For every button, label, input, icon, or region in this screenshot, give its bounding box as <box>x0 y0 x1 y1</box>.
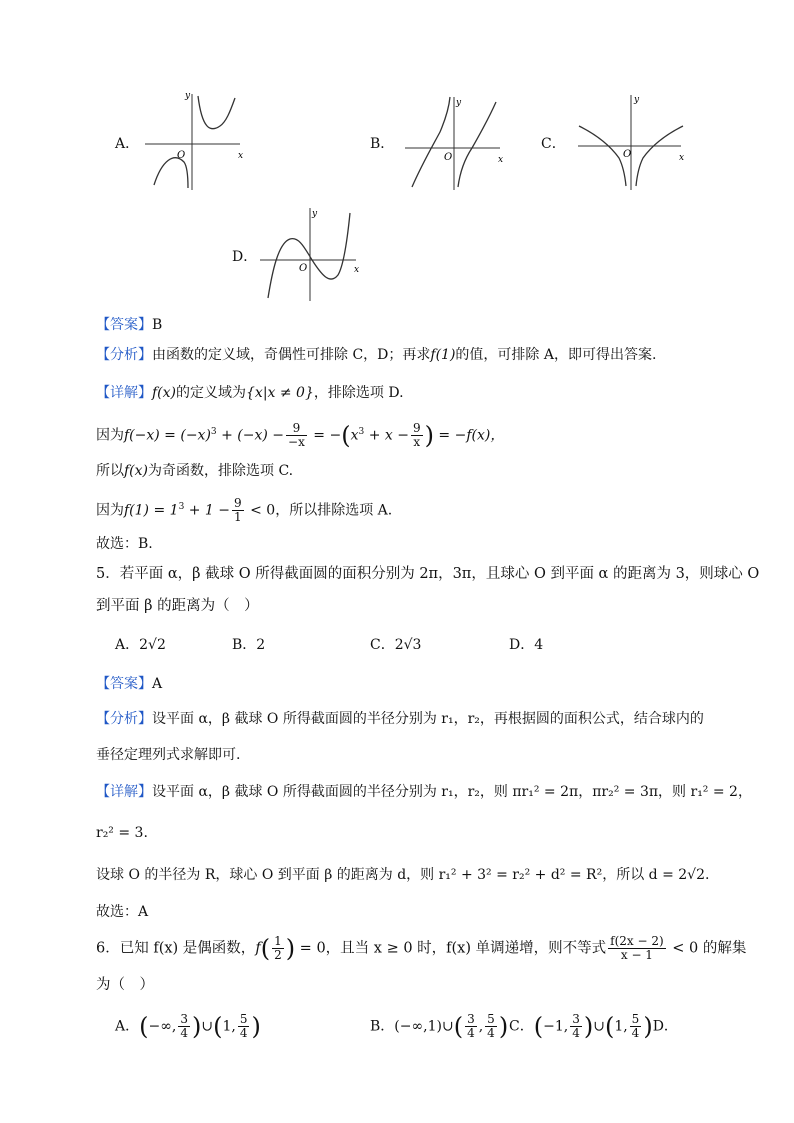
y-axis-label: y <box>312 209 318 219</box>
cubic-curve <box>268 213 350 298</box>
fraction-inequality <box>608 935 666 962</box>
denominator: 4 <box>180 1026 188 1040</box>
detail-tag: 【详解】 <box>96 385 152 401</box>
fraction-one-half <box>272 935 284 962</box>
answer-value: A <box>152 676 163 692</box>
detail-tag: 【详解】 <box>96 784 152 800</box>
numerator: 9 <box>412 421 421 436</box>
paren-left: ( <box>604 1012 615 1041</box>
comma: , <box>478 1018 484 1035</box>
fraction-5-4 <box>630 1013 642 1040</box>
union: ∪ <box>201 1018 214 1035</box>
y-axis-label: y <box>634 95 640 105</box>
q5-option-b: B．2 <box>232 637 266 653</box>
expr-mid: + (−x) − <box>216 427 285 444</box>
numerator: f(2x − 2) <box>610 934 664 948</box>
q5-stem-line2: 到平面 β 的距离为（ ） <box>96 598 259 614</box>
expr-mid: + 1 − <box>184 502 231 519</box>
numerator: 3 <box>572 1012 580 1026</box>
stem-b: = 0，且当 x ≥ 0 时，f(x) 单调递增，则不等式 <box>295 940 607 957</box>
interval-start: −∞, <box>148 1018 177 1035</box>
y-axis-label: y <box>456 98 462 108</box>
interval-start: −1, <box>543 1018 569 1035</box>
q5-option-d: D．4 <box>509 637 544 653</box>
denominator: 2 <box>274 948 282 962</box>
q6-option-c <box>509 1013 678 1040</box>
x-axis-label: x <box>354 265 360 275</box>
paren-left: ( <box>533 1012 544 1041</box>
q6-stem-line1 <box>96 935 746 962</box>
option-b-label: B． <box>370 136 395 152</box>
union: ∪ <box>593 1018 605 1035</box>
denominator: 4 <box>239 1026 248 1040</box>
q4-f1-line <box>96 497 392 524</box>
line-prefix: 因为 <box>96 427 124 444</box>
q4-answer-line <box>96 315 162 335</box>
denominator: 4 <box>467 1026 475 1040</box>
origin-label: O <box>177 150 186 161</box>
q5-option-a: A．2√2 <box>115 637 166 653</box>
q5-analysis-line1 <box>96 709 704 729</box>
fraction-3-4 <box>570 1013 582 1040</box>
option-a-label: A． <box>115 136 140 152</box>
option-d-label: D． <box>652 1018 678 1035</box>
paren-left: ( <box>139 1012 149 1041</box>
expr-end: < 0，所以排除选项 A. <box>245 502 393 519</box>
q5-analysis-line2: 垂径定理列式求解即可. <box>96 747 241 763</box>
y-axis-label: y <box>185 91 191 101</box>
option-label: B． <box>370 1018 395 1035</box>
denominator: x <box>413 435 421 450</box>
origin-label: O <box>299 263 308 274</box>
exponent: 3 <box>178 502 185 512</box>
q6-option-a <box>115 1013 261 1040</box>
graph-option-d <box>258 203 368 303</box>
expr-inner2: + x − <box>364 427 409 444</box>
expr-end: = −f(x)， <box>433 427 505 444</box>
analysis-text: 设平面 α，β 截球 O 所得截面圆的半径分别为 r₁，r₂，再根据圆的面积公式，结合球内的 <box>152 711 704 727</box>
curve-left-branch <box>579 126 626 186</box>
detail-domain: {x|x ≠ 0} <box>246 385 314 401</box>
graph-option-a <box>140 88 255 193</box>
denominator: x − 1 <box>620 948 653 962</box>
paren-right: ) <box>191 1012 202 1041</box>
paren-left: ( <box>453 1012 464 1041</box>
numerator: 9 <box>234 496 242 511</box>
denominator: −x <box>288 435 305 450</box>
q4-odd-proof-line <box>96 422 504 449</box>
fraction-5-4 <box>485 1013 497 1040</box>
analysis-f1: f(1) <box>430 347 456 363</box>
denominator: 1 <box>234 510 242 525</box>
q6-stem-line2: 为（ ） <box>96 977 154 993</box>
fraction-3-4 <box>178 1013 190 1040</box>
q4-odd-conclusion-line <box>96 461 293 481</box>
paren-right: ) <box>583 1012 594 1041</box>
option-label: A． <box>115 1018 140 1035</box>
numerator: 5 <box>239 1012 248 1026</box>
q5-detail-line1 <box>96 782 752 802</box>
numerator: 5 <box>631 1012 640 1026</box>
curve-left-branch <box>154 158 188 188</box>
exponent: 3 <box>210 427 217 437</box>
answer-tag: 【答案】 <box>96 676 152 692</box>
line-prefix: 所以 <box>96 463 124 479</box>
q4-detail-line <box>96 383 404 403</box>
expr-f: f <box>255 940 261 957</box>
q5-choose-line: 故选：A <box>96 904 149 920</box>
expr-inner: x <box>350 427 359 444</box>
detail-domain-text: 的定义域为 <box>176 385 247 401</box>
option-d-label: D． <box>232 249 258 265</box>
curve-right-branch <box>458 102 496 187</box>
analysis-tag: 【分析】 <box>96 347 152 363</box>
stem-c: < 0 的解集 <box>667 940 747 957</box>
exponent: 3 <box>358 427 365 437</box>
numerator: 5 <box>487 1012 495 1026</box>
x-axis-label: x <box>679 153 685 163</box>
q6-option-b <box>370 1013 508 1040</box>
detail-fx: f(x) <box>152 385 177 401</box>
numerator: 1 <box>274 934 282 948</box>
analysis-text-b: 的值，可排除 A，即可得出答案. <box>455 347 657 363</box>
graph-option-c <box>573 90 688 192</box>
stem-a: 6．已知 f(x) 是偶函数， <box>96 940 256 957</box>
q5-detail-line3: 设球 O 的半径为 R，球心 O 到平面 β 的距离为 d，则 r₁² + 3² = r₂² + d² = R²，所以 d = 2√2. <box>96 867 710 883</box>
origin-label: O <box>623 149 632 160</box>
numerator: 3 <box>180 1012 188 1026</box>
curve-right-branch <box>636 126 683 186</box>
line-prefix: 因为 <box>96 502 124 519</box>
paren-left: ( <box>341 421 351 450</box>
paren-left: ( <box>213 1012 223 1041</box>
fraction-9-over-1 <box>232 497 244 524</box>
option-c-label: C． <box>541 136 566 152</box>
origin-label: O <box>444 152 453 163</box>
answer-value: B <box>152 317 163 333</box>
option-label: C． <box>509 1018 534 1035</box>
fraction-5-4 <box>238 1013 250 1040</box>
fraction-3-4 <box>465 1013 477 1040</box>
interval-start: 1, <box>614 1018 628 1035</box>
q4-analysis-line <box>96 345 656 365</box>
paren-right: ) <box>424 421 434 450</box>
paren-right: ) <box>251 1012 261 1041</box>
curve-left-branch <box>412 97 453 187</box>
q5-option-c: C．2√3 <box>370 637 422 653</box>
detail-text: 设平面 α，β 截球 O 所得截面圆的半径分别为 r₁，r₂，则 πr₁² = 2π，πr₂² = 3π，则 r₁² = 2， <box>152 784 752 800</box>
q5-stem-line1: 5．若平面 α，β 截球 O 所得截面圆的面积分别为 2π，3π，且球心 O 到平面 α 的距离为 3，则球心 O <box>96 566 760 582</box>
paren-left: ( <box>260 934 271 963</box>
curve-right-branch <box>198 96 235 129</box>
expr-f1: f(1) = 1 <box>124 502 179 519</box>
paren-right: ) <box>285 934 296 963</box>
numerator: 9 <box>286 422 307 436</box>
expr-lhs: f(−x) = (−x) <box>124 427 211 444</box>
fraction-9-over-x <box>411 422 423 449</box>
analysis-text-a: 由函数的定义域，奇偶性可排除 C，D；再求 <box>152 347 431 363</box>
line-rest: 为奇函数，排除选项 C. <box>148 463 294 479</box>
paren-right: ) <box>498 1012 509 1041</box>
q5-answer-line <box>96 674 162 694</box>
answer-tag: 【答案】 <box>96 317 152 333</box>
x-axis-label: x <box>498 155 504 165</box>
expr-eq: = − <box>308 427 342 444</box>
q5-detail-line2: r₂² = 3. <box>96 825 148 841</box>
fraction-9-over-neg-x <box>286 422 307 449</box>
q4-choose-line: 故选：B. <box>96 536 153 552</box>
denominator: 4 <box>631 1026 640 1040</box>
interval-start: 1, <box>222 1018 236 1035</box>
expr-fx: f(x) <box>124 463 149 479</box>
denominator: 4 <box>572 1026 580 1040</box>
denominator: 4 <box>487 1026 495 1040</box>
paren-right: ) <box>643 1012 653 1041</box>
numerator: 3 <box>467 1012 475 1026</box>
interval-a: (−∞,1)∪ <box>394 1018 454 1035</box>
x-axis-label: x <box>238 151 244 161</box>
detail-exclude-d: ，排除选项 D. <box>313 385 404 401</box>
analysis-tag: 【分析】 <box>96 711 152 727</box>
graph-option-b <box>402 92 512 192</box>
